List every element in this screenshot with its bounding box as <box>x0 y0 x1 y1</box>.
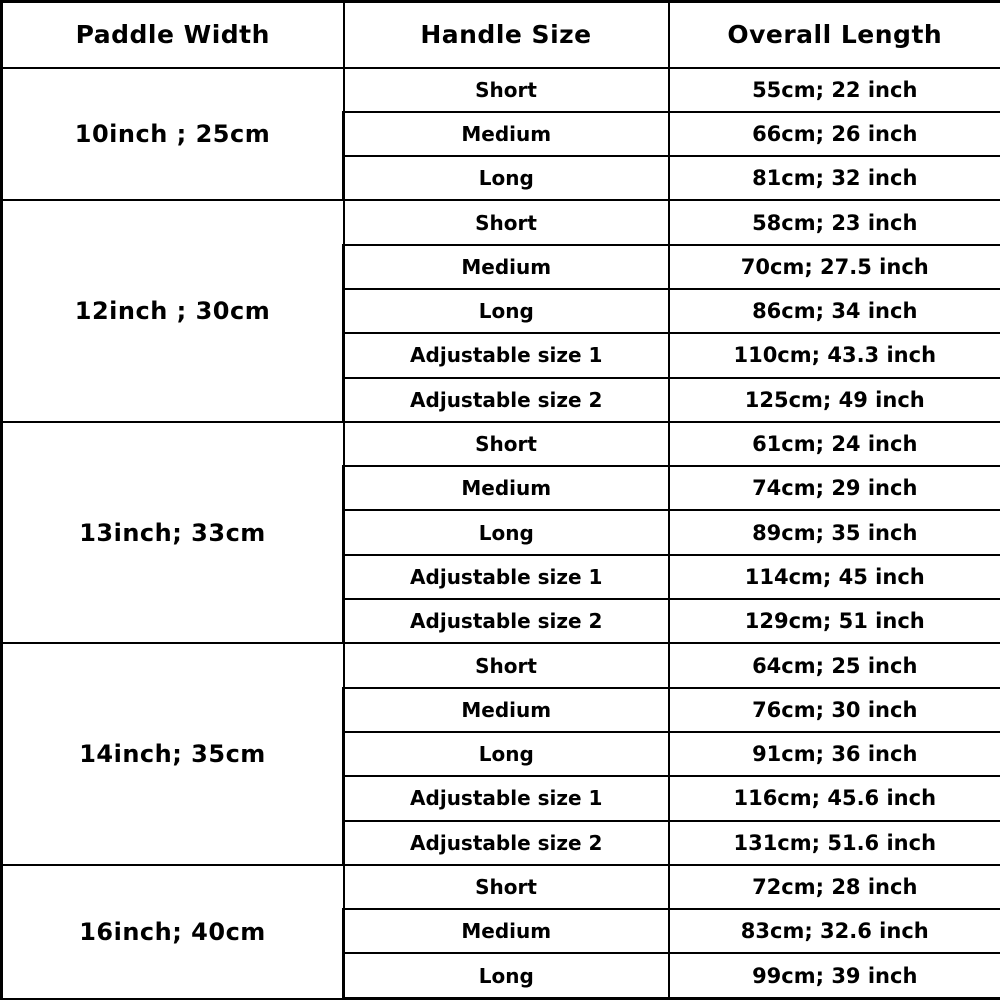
handle-size-cell: Long <box>344 732 669 776</box>
overall-length-cell: 74cm; 29 inch <box>669 466 1000 510</box>
overall-length-cell: 64cm; 25 inch <box>669 643 1000 687</box>
column-header-overall-length: Overall Length <box>669 2 1000 68</box>
table-row <box>2 68 1000 112</box>
handle-size-cell: Adjustable size 1 <box>344 555 669 599</box>
overall-length-cell: 83cm; 32.6 inch <box>669 909 1000 953</box>
handle-size-cell: Adjustable size 2 <box>344 378 669 422</box>
column-header-paddle-width: Paddle Width <box>2 2 344 68</box>
overall-length-cell: 131cm; 51.6 inch <box>669 821 1000 865</box>
overall-length-cell: 116cm; 45.6 inch <box>669 776 1000 820</box>
paddle-width-cell: 16inch; 40cm <box>2 865 344 999</box>
table-row <box>2 865 1000 909</box>
overall-length-cell: 99cm; 39 inch <box>669 953 1000 998</box>
overall-length-cell: 61cm; 24 inch <box>669 422 1000 466</box>
handle-size-cell: Long <box>344 953 669 998</box>
paddle-width-cell: 12inch ; 30cm <box>2 200 344 421</box>
overall-length-cell: 55cm; 22 inch <box>669 68 1000 112</box>
overall-length-cell: 114cm; 45 inch <box>669 555 1000 599</box>
handle-size-cell: Short <box>344 643 669 687</box>
column-header-handle-size: Handle Size <box>344 2 669 68</box>
table-body <box>2 68 1000 999</box>
handle-size-cell: Long <box>344 289 669 333</box>
overall-length-cell: 91cm; 36 inch <box>669 732 1000 776</box>
overall-length-cell: 125cm; 49 inch <box>669 378 1000 422</box>
paddle-width-cell: 14inch; 35cm <box>2 643 344 864</box>
handle-size-cell: Medium <box>344 245 669 289</box>
overall-length-cell: 86cm; 34 inch <box>669 289 1000 333</box>
handle-size-cell: Medium <box>344 112 669 156</box>
table-row <box>2 200 1000 244</box>
handle-size-cell: Adjustable size 1 <box>344 776 669 820</box>
handle-size-cell: Short <box>344 422 669 466</box>
handle-size-cell: Adjustable size 1 <box>344 333 669 377</box>
handle-size-cell: Long <box>344 510 669 554</box>
table-header <box>2 2 1000 68</box>
handle-size-cell: Short <box>344 200 669 244</box>
table-row <box>2 643 1000 687</box>
overall-length-cell: 81cm; 32 inch <box>669 156 1000 200</box>
table-row <box>2 422 1000 466</box>
overall-length-cell: 72cm; 28 inch <box>669 865 1000 909</box>
handle-size-cell: Medium <box>344 466 669 510</box>
overall-length-cell: 66cm; 26 inch <box>669 112 1000 156</box>
header-row <box>2 2 1000 68</box>
handle-size-cell: Short <box>344 865 669 909</box>
overall-length-cell: 58cm; 23 inch <box>669 200 1000 244</box>
overall-length-cell: 89cm; 35 inch <box>669 510 1000 554</box>
overall-length-cell: 129cm; 51 inch <box>669 599 1000 643</box>
paddle-width-cell: 10inch ; 25cm <box>2 68 344 201</box>
handle-size-cell: Medium <box>344 909 669 953</box>
handle-size-cell: Medium <box>344 688 669 732</box>
handle-size-cell: Adjustable size 2 <box>344 599 669 643</box>
handle-size-cell: Adjustable size 2 <box>344 821 669 865</box>
handle-size-cell: Short <box>344 68 669 112</box>
overall-length-cell: 110cm; 43.3 inch <box>669 333 1000 377</box>
overall-length-cell: 76cm; 30 inch <box>669 688 1000 732</box>
paddle-width-cell: 13inch; 33cm <box>2 422 344 643</box>
handle-size-cell: Long <box>344 156 669 200</box>
overall-length-cell: 70cm; 27.5 inch <box>669 245 1000 289</box>
